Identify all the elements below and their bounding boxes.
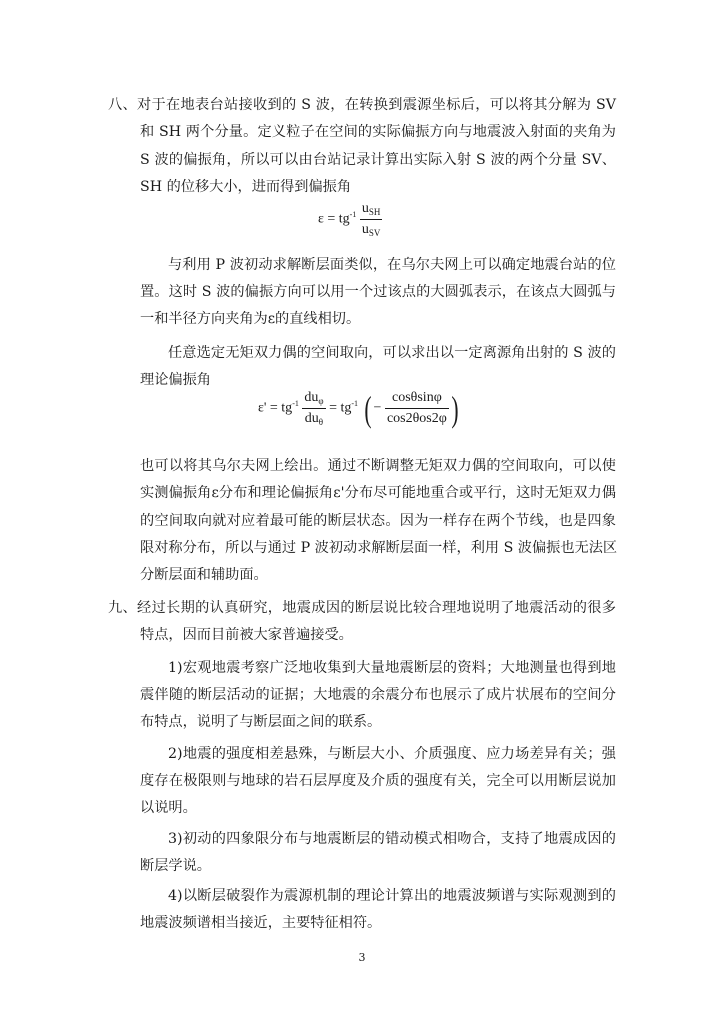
item-1-line-2: 震伴随的断层活动的证据；大地震的余震分布也展示了成片状展布的空间分 <box>140 687 616 703</box>
eq2-numerator: du <box>304 390 319 405</box>
eq2-middle-exponent: -1 <box>351 398 359 408</box>
eq2-exponent: -1 <box>292 398 299 408</box>
paragraph-2-line-1: 与利用 P 波初动求解断层面类似，在乌尔夫网上可以确定地震台站的位 <box>168 257 616 273</box>
paragraph-2-line-3: 一和半径方向夹角为ε的直线相切。 <box>140 311 361 327</box>
item-2-line-1: 2)地震的强度相差悬殊，与断层大小、介质强度、应力场差异有关；强 <box>168 746 616 762</box>
section-8-line-3: S 波的偏振角，所以可以由台站记录计算出实际入射 S 波的两个分量 SV、 <box>140 152 616 168</box>
eq2-numerator-2: cosθsinφ <box>385 390 449 409</box>
paragraph-4-line-3: 的空间取向就对应着最可能的断层状态。因为一样存在两个节线，也是四象 <box>140 513 616 529</box>
item-1-line-3: 布特点，说明了与断层面之间的联系。 <box>140 714 382 730</box>
item-3-line-1: 3)初动的四象限分布与地震断层的错动模式相吻合，支持了地震成因的 <box>168 831 616 847</box>
item-2-line-3: 以说明。 <box>140 800 197 816</box>
equation-polarization-angle <box>318 201 382 238</box>
paragraph-3-line-2: 理论偏振角 <box>140 372 211 388</box>
section-8-line-1: 八、对于在地表台站接收到的 S 波，在转换到震源坐标后，可以将其分解为 SV <box>108 97 616 113</box>
item-2-line-2: 度存在极限则与地球的岩石层厚度及介质的强度有关，完全可以用断层说加 <box>140 773 616 789</box>
item-1-line-1: 1)宏观地震考察广泛地收集到大量地震断层的资料；大地测量也得到地 <box>168 660 616 676</box>
item-3-line-2: 断层学说。 <box>140 858 211 874</box>
paragraph-4-line-4: 限对称分布，所以与通过 P 波初动求解断层面一样，利用 S 波偏振也无法区 <box>140 540 618 556</box>
eq2-denominator-sub: θ <box>318 417 324 427</box>
section-9-line-2: 特点，因而目前被大家普遍接受。 <box>140 627 353 643</box>
eq1-numerator: u <box>361 201 369 216</box>
section-9-line-1: 九、经过长期的认真研究，地震成因的断层说比较合理地说明了地震活动的很多 <box>108 600 616 616</box>
eq2-lhs: ε' = tg <box>258 400 293 416</box>
eq1-denominator-sub: SV <box>368 228 381 238</box>
item-4-line-2: 地震波频谱相当接近，主要特征相符。 <box>140 915 382 931</box>
paragraph-4-line-1: 也可以将其乌尔夫网上绘出。通过不断调整无矩双力偶的空间取向，可以使 <box>140 458 616 474</box>
eq2-fraction-1 <box>302 390 325 427</box>
eq2-left-paren: ( <box>363 388 372 429</box>
paragraph-3-line-1: 任意选定无矩双力偶的空间取向，可以求出以一定离源角出射的 S 波的 <box>168 345 616 361</box>
eq2-minus: − <box>373 400 382 416</box>
item-4-line-1: 4)以断层破裂作为震源机制的理论计算出的地震波频谱与实际观测到的 <box>168 888 616 904</box>
section-8-line-2: 和 SH 两个分量。定义粒子在空间的实际偏振方向与地震波入射面的夹角为 <box>140 124 616 140</box>
page-number: 3 <box>358 951 366 964</box>
equation-theoretical-polarization <box>258 390 461 427</box>
eq1-exponent: -1 <box>349 209 357 219</box>
eq2-right-paren: ) <box>451 388 459 429</box>
eq1-lhs: ε = tg <box>318 211 350 227</box>
eq2-denominator: du <box>304 411 319 426</box>
paragraph-4-line-2: 实测偏振角ε分布和理论偏振角ε'分布尽可能地重合或平行，这时无矩双力偶 <box>140 485 616 501</box>
paragraph-2-line-2: 置。这时 S 波的偏振方向可以用一个过该点的大圆弧表示，在该点大圆弧与 <box>140 284 616 300</box>
eq1-numerator-sub: SH <box>368 207 381 217</box>
eq2-denominator-2: cos2θos2φ <box>386 411 447 426</box>
eq2-fraction-2 <box>385 390 449 427</box>
eq2-numerator-sub: φ <box>318 396 324 406</box>
section-8-line-4: SH 的位移大小，进而得到偏振角 <box>140 179 352 195</box>
paragraph-4-line-5: 分断层面和辅助面。 <box>140 567 268 583</box>
eq2-middle: = tg <box>329 400 352 416</box>
eq1-denominator: u <box>361 222 369 237</box>
eq1-fraction <box>360 201 383 238</box>
